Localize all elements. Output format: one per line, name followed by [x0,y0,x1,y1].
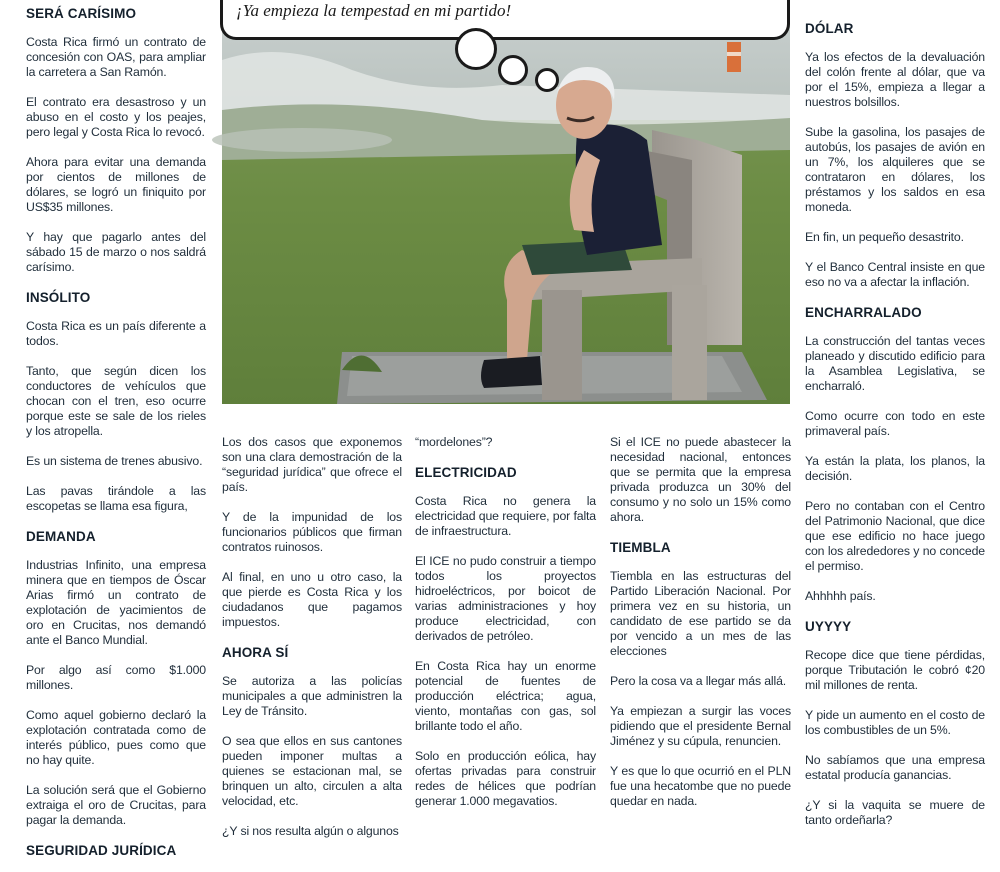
thought-bubble-dot-small [535,68,559,92]
thought-bubble-dot-medium [498,55,528,85]
paragraph: Los dos casos que exponemos son una clara demostración de la “seguridad jurídica” que ofrece el país. [222,435,402,494]
section-heading: UYYYY [805,619,852,634]
paragraph: Costa Rica firmó un contrato de concesión con OAS, para ampliar la carretera a San Ramón. [26,35,206,79]
section-heading: DEMANDA [26,529,96,544]
paragraph: “mordelones”? [415,435,493,449]
paragraph: Sube la gasolina, los pasajes de autobús, los pasajes de avión en un 7%, los alquileres que se contrataron en dólares, los préstamos y los saldos en esa moneda. [805,125,985,214]
paragraph: El contrato era desastroso y un abuso en el costo y los peajes, pero legal y Costa Rica lo revocó. [26,95,206,139]
section-heading: INSÓLITO [26,290,91,305]
paragraph: Ya empiezan a surgir las voces pidiendo que el presidente Bernal Jiménez y su cúpula, renuncien. [610,704,791,748]
paragraph: Ya los efectos de la devaluación del colón frente al dólar, que va por el 15%, empieza a llegar a nuestros bolsillos. [805,50,985,109]
paragraph: O sea que ellos en sus cantones pueden imponer multas a quienes se estacionan mal, se brinquen un alto, circulen a alta velocidad, etc. [222,734,402,808]
section-heading: AHORA SÍ [222,645,289,660]
section-heading: SERÁ CARÍSIMO [26,6,137,21]
paragraph: Como aquel gobierno declaró la explotación contratada como de interés público, pues como que no hay quite. [26,708,206,767]
paragraph: Ya están la plata, los planos, la decisión. [805,454,985,483]
paragraph: Si el ICE no puede abastecer la necesidad nacional, entonces que se permita que la empresa privada produzca un 30% del consumo y no solo un 15% como ahora. [610,435,791,524]
paragraph: Y pide un aumento en el costo de los combustibles de un 5%. [805,708,985,737]
section-heading: ENCHARRALADO [805,305,922,320]
paragraph: El ICE no pudo construir a tiempo todos los proyectos hidroeléctricos, por boicot de varias administraciones y hoy produce electricidad, con derivados de petróleo. [415,554,596,643]
paragraph: Y el Banco Central insiste en que eso no va a afectar la inflación. [805,260,985,289]
paragraph: Ahora para evitar una demanda por cientos de millones de dólares, se logró un finiquito por US$35 millones. [26,155,206,214]
paragraph: ¿Y si la vaquita se muere de tanto ordeñarla? [805,798,985,827]
paragraph: Tiembla en las estructuras del Partido Liberación Nacional. Por primera vez en su historia, un candidato de ese partido se da por vencido a un mes de las elecciones [610,569,791,658]
paragraph: ¿Y si nos resulta algún o algunos [222,824,399,838]
paragraph: Ahhhhh país. [805,589,876,603]
column-1 [26,6,206,872]
paragraph: Las pavas tirándole a las escopetas se llama esa figura, [26,484,206,513]
paragraph: Costa Rica no genera la electricidad que requiere, por falta de infraestructura. [415,494,596,538]
paragraph: Industrias Infinito, una empresa minera que en tiempos de Óscar Arias firmó un contrato de explotación de yacimientos de oro en Crucitas, nos demandó ante el Banco Mundial. [26,558,206,647]
section-heading: ELECTRICIDAD [415,465,517,480]
paragraph: Se autoriza a las policías municipales a que administren la Ley de Tránsito. [222,674,402,718]
paragraph: Costa Rica es un país diferente a todos. [26,319,206,348]
paragraph: Como ocurre con todo en este primaveral país. [805,409,985,438]
paragraph: Pero no contaban con el Centro del Patrimonio Nacional, que dice que ese edificio no hace juego con los alrededores y no concede el permiso. [805,499,985,573]
paragraph: La construcción del tantas veces planeado y discutido edificio para la Asamblea Legislativa, se encharraló. [805,334,985,393]
paragraph: No sabíamos que una empresa estatal producía ganancias. [805,753,985,782]
paragraph: En Costa Rica hay un enorme potencial de fuentes de producción eléctrica; agua, viento, montañas con gas, sol brillante todo el año. [415,659,596,733]
paragraph: En fin, un pequeño desastrito. [805,230,964,244]
paragraph: Al final, en uno u otro caso, la que pierde es Costa Rica y los ciudadanos que pagamos impuestos. [222,570,402,629]
section-heading: SEGURIDAD JURÍDICA [26,843,177,858]
paragraph: Pero la cosa va a llegar más allá. [610,674,787,688]
thought-bubble-dot-large [455,28,497,70]
paragraph: Y de la impunidad de los funcionarios públicos que firman contratos ruinosos. [222,510,402,554]
paragraph: Solo en producción eólica, hay ofertas privadas para construir redes de hélices que podrían generar 1.000 megavatios. [415,749,596,808]
paragraph: Por algo así como $1.000 millones. [26,663,206,692]
thought-bubble-caption: ¡Ya empieza la tempestad en mi partido! [236,1,512,20]
paragraph: Y es que lo que ocurrió en el PLN fue una hecatombe que no puede quedar en nada. [610,764,791,808]
paragraph: Recope dice que tiene pérdidas, porque Tributación le cobró ¢20 mil millones de renta. [805,648,985,692]
column-4 [610,435,791,824]
paragraph: La solución será que el Gobierno extraiga el oro de Crucitas, para pagar la demanda. [26,783,206,827]
section-heading: TIEMBLA [610,540,671,555]
thought-bubble [220,0,790,40]
section-heading: DÓLAR [805,21,854,36]
column-2 [222,435,402,854]
paragraph: Tanto, que según dicen los conductores de vehículos que chocan con el tren, eso ocurre porque este se sale de los rieles y los atropella. [26,364,206,438]
column-3 [415,435,596,824]
column-5 [805,21,985,843]
paragraph: Y hay que pagarlo antes del sábado 15 de marzo o nos saldrá carísimo. [26,230,206,274]
paragraph: Es un sistema de trenes abusivo. [26,454,203,468]
